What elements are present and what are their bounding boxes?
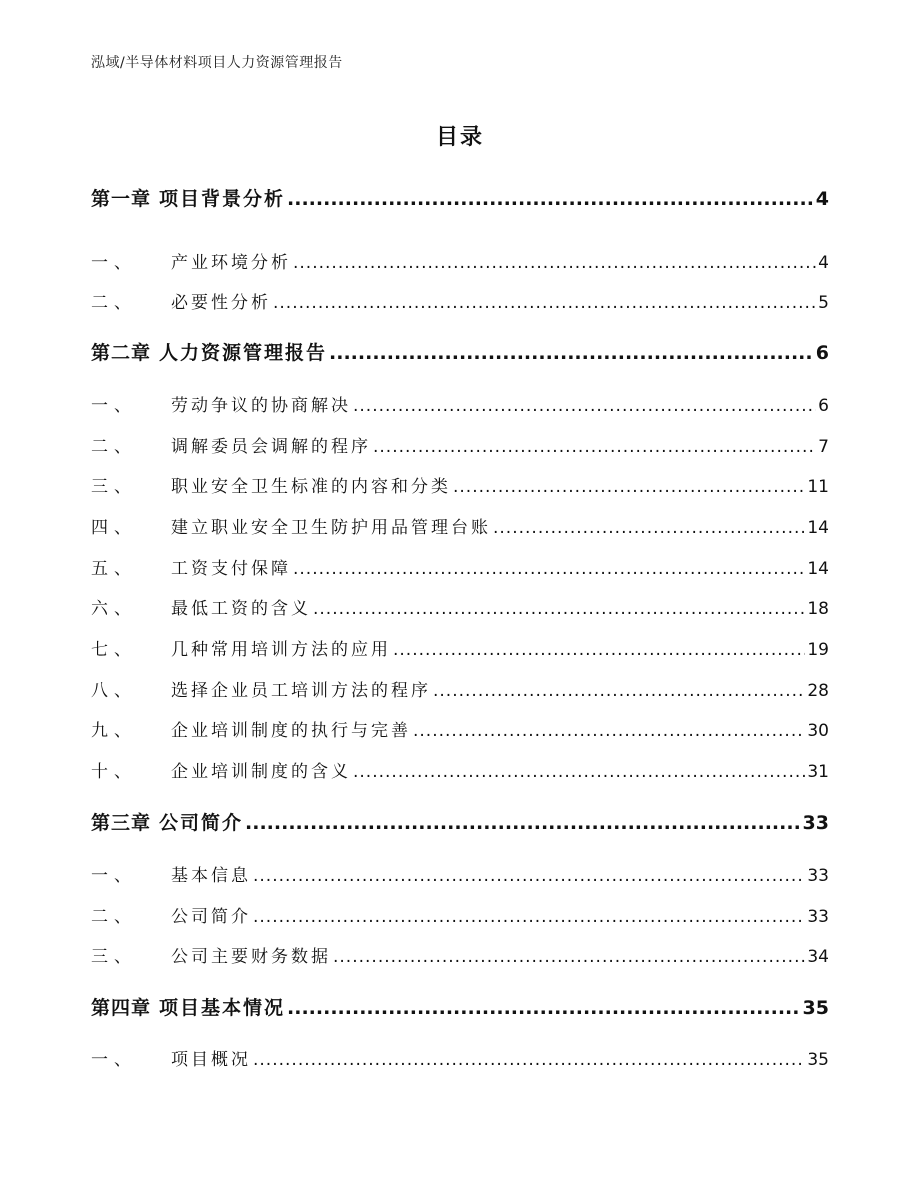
dot-leader (313, 599, 805, 619)
toc-entry-section[interactable] (91, 757, 829, 782)
toc-entry-chapter-1[interactable] (91, 184, 829, 211)
entry-title: 工资支付保障 (171, 559, 291, 579)
entry-number: 八、 (91, 681, 137, 701)
entry-title: 职业安全卫生标准的内容和分类 (171, 477, 451, 497)
entry-page-number: 18 (807, 599, 829, 619)
toc-entry-section[interactable] (91, 676, 829, 701)
dot-leader (245, 812, 801, 834)
dot-leader (393, 640, 805, 660)
entry-title: 劳动争议的协商解决 (171, 396, 351, 416)
toc-entry-section[interactable] (91, 248, 829, 273)
entry-number: 一、 (91, 866, 137, 886)
toc-entry-section[interactable] (91, 635, 829, 660)
entry-title: 必要性分析 (171, 293, 271, 313)
entry-number: 一、 (91, 396, 137, 416)
dot-leader (453, 477, 805, 497)
entry-number: 五、 (91, 559, 137, 579)
entry-page-number: 11 (807, 477, 829, 497)
dot-leader (413, 721, 805, 741)
entry-page-number: 19 (807, 640, 829, 660)
toc-entry-section[interactable] (91, 1045, 829, 1070)
entry-title: 建立职业安全卫生防护用品管理台账 (171, 518, 491, 538)
toc-entry-section[interactable] (91, 594, 829, 619)
entry-page-number: 28 (807, 681, 829, 701)
entry-title: 企业培训制度的执行与完善 (171, 721, 411, 741)
entry-title: 企业培训制度的含义 (171, 762, 351, 782)
toc-entry-section[interactable] (91, 513, 829, 538)
entry-page-number: 4 (815, 188, 829, 210)
entry-page-number: 4 (818, 253, 829, 273)
toc-entry-section[interactable] (91, 861, 829, 886)
dot-leader (253, 866, 805, 886)
dot-leader (329, 342, 814, 364)
entry-title: 几种常用培训方法的应用 (171, 640, 391, 660)
toc-entry-chapter-2[interactable] (91, 338, 829, 365)
dot-leader (253, 907, 805, 927)
entry-title: 公司简介 (159, 812, 244, 834)
entry-number: 二、 (91, 293, 137, 313)
entry-number: 六、 (91, 599, 137, 619)
entry-title: 项目基本情况 (159, 997, 286, 1019)
dot-leader (253, 1050, 805, 1070)
dot-leader (433, 681, 805, 701)
entry-title: 人力资源管理报告 (159, 342, 328, 364)
entry-title: 项目背景分析 (159, 188, 286, 210)
dot-leader (333, 947, 805, 967)
entry-title: 选择企业员工培训方法的程序 (171, 681, 431, 701)
entry-page-number: 35 (802, 997, 829, 1019)
dot-leader (273, 293, 816, 313)
toc-entry-chapter-4[interactable] (91, 993, 829, 1020)
entry-page-number: 33 (807, 907, 829, 927)
dot-leader (287, 188, 814, 210)
entry-page-number: 6 (815, 342, 829, 364)
entry-number: 九、 (91, 721, 137, 741)
entry-number: 第四章 (91, 997, 152, 1019)
entry-number: 二、 (91, 437, 137, 457)
entry-title: 项目概况 (171, 1050, 251, 1070)
entry-number: 三、 (91, 477, 137, 497)
entry-page-number: 5 (818, 293, 829, 313)
entry-number: 十、 (91, 762, 137, 782)
toc-entry-section[interactable] (91, 391, 829, 416)
entry-page-number: 14 (807, 518, 829, 538)
entry-page-number: 6 (818, 396, 829, 416)
entry-number: 第一章 (91, 188, 152, 210)
toc-entry-section[interactable] (91, 716, 829, 741)
entry-number: 第三章 (91, 812, 152, 834)
dot-leader (493, 518, 805, 538)
toc-entry-section[interactable] (91, 472, 829, 497)
dot-leader (293, 253, 816, 273)
entry-title: 调解委员会调解的程序 (171, 437, 371, 457)
entry-page-number: 35 (807, 1050, 829, 1070)
toc-title: 目录 (435, 125, 484, 150)
entry-number: 二、 (91, 907, 137, 927)
dot-leader (293, 559, 805, 579)
entry-number: 七、 (91, 640, 137, 660)
toc-entry-section[interactable] (91, 902, 829, 927)
dot-leader (287, 997, 801, 1019)
entry-number: 一、 (91, 253, 137, 273)
entry-page-number: 14 (807, 559, 829, 579)
entry-page-number: 31 (807, 762, 829, 782)
entry-title: 最低工资的含义 (171, 599, 311, 619)
toc-entry-section[interactable] (91, 554, 829, 579)
entry-page-number: 33 (802, 812, 829, 834)
entry-title: 公司简介 (171, 907, 251, 927)
entry-page-number: 33 (807, 866, 829, 886)
entry-number: 四、 (91, 518, 137, 538)
entry-page-number: 34 (807, 947, 829, 967)
entry-number: 第二章 (91, 342, 152, 364)
toc-entry-section[interactable] (91, 288, 829, 313)
toc-entry-chapter-3[interactable] (91, 808, 829, 835)
entry-title: 基本信息 (171, 866, 251, 886)
toc-entry-section[interactable] (91, 942, 829, 967)
dot-leader (353, 762, 805, 782)
entry-page-number: 7 (818, 437, 829, 457)
entry-page-number: 30 (807, 721, 829, 741)
dot-leader (353, 396, 816, 416)
dot-leader (373, 437, 816, 457)
entry-title: 产业环境分析 (171, 253, 291, 273)
entry-number: 三、 (91, 947, 137, 967)
toc-entry-section[interactable] (91, 432, 829, 457)
running-header: 泓域/半导体材料项目人力资源管理报告 (91, 55, 343, 71)
entry-number: 一、 (91, 1050, 137, 1070)
entry-title: 公司主要财务数据 (171, 947, 331, 967)
